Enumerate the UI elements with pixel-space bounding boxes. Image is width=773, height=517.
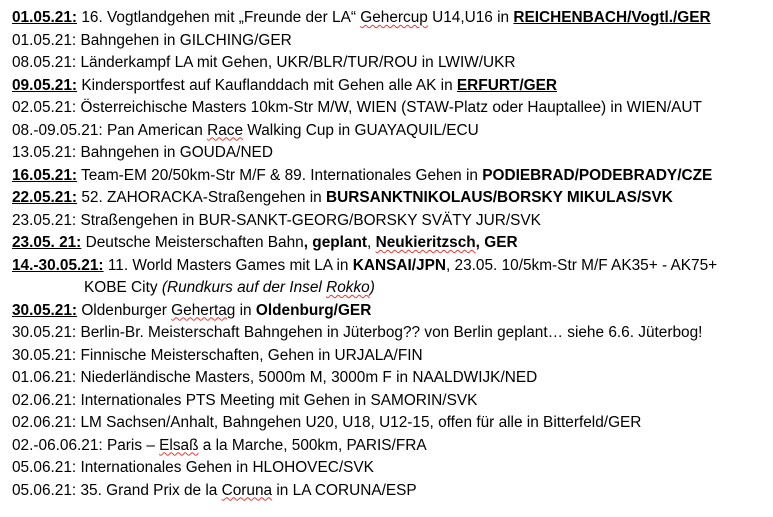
event-line xyxy=(12,457,773,480)
event-line xyxy=(12,480,773,503)
event-text: 08.05.21: Länderkampf LA mit Gehen, UKR/BLR/TUR/ROU in LWIW/UKR xyxy=(12,54,516,71)
event-line xyxy=(12,75,773,98)
spellcheck-flagged-word: Race xyxy=(207,121,244,139)
event-date: 22.05.21: xyxy=(12,189,78,206)
event-text: in xyxy=(235,301,256,319)
event-text: KOBE City xyxy=(84,279,162,296)
event-date: 01.05.21: xyxy=(12,9,78,26)
event-date: 14.-30.05.21: xyxy=(12,256,104,274)
event-line xyxy=(12,120,773,143)
event-line xyxy=(12,52,773,75)
event-note: ) xyxy=(369,279,375,296)
spellcheck-flagged-word: Gehercup xyxy=(360,9,428,26)
event-text: 30.05.21: Finnische Meisterschaften, Gehen in URJALA/FIN xyxy=(12,346,423,364)
event-text: a la Marche, 500km, PARIS/FRA xyxy=(198,436,427,454)
event-line xyxy=(12,210,773,233)
spellcheck-flagged-word: Neukieritzsch xyxy=(375,234,476,251)
event-text: 01.05.21: Bahngehen in GILCHING/GER xyxy=(12,31,292,49)
spellcheck-flagged-word: Rokko xyxy=(326,279,370,296)
event-text: 11. World Masters Games mit LA in xyxy=(103,256,353,274)
event-line xyxy=(12,255,773,278)
event-text: 08.-09.05.21: Pan American xyxy=(12,121,208,139)
event-date: 30.05.21: xyxy=(12,301,78,319)
event-location: REICHENBACH/Vogtl./GER xyxy=(513,9,711,26)
event-line xyxy=(12,142,773,165)
event-line xyxy=(12,232,773,255)
event-location: , geplant xyxy=(303,234,368,251)
event-text: , xyxy=(367,234,376,251)
event-location: BURSANKTNIKOLAUS/BORSKY MIKULAS/SVK xyxy=(325,189,673,206)
event-text: 16. Vogtlandgehen mit „Freunde der LA“ xyxy=(77,9,361,26)
event-line xyxy=(12,345,773,368)
event-text: Deutsche Meisterschaften Bahn xyxy=(81,234,304,251)
event-text: 05.06.21: 35. Grand Prix de la xyxy=(12,481,222,499)
event-date: 16.05.21: xyxy=(12,166,78,184)
event-location: PODIEBRAD/PODEBRADY/CZE xyxy=(482,166,713,184)
event-text: 02.-06.06.21: Paris – xyxy=(12,436,160,454)
event-text: Kindersportfest auf Kauflanddach mit Gehen alle AK in xyxy=(77,76,457,94)
event-text: 30.05.21: Berlin-Br. Meisterschaft Bahngehen in Jüterbog?? von Berlin geplant… siehe 6.6. Jüterbog! xyxy=(12,324,703,341)
event-text: U14,U16 in xyxy=(427,9,514,26)
spellcheck-flagged-word: Coruna xyxy=(221,481,273,499)
event-location: Oldenburg/GER xyxy=(255,301,372,319)
event-line xyxy=(12,97,773,120)
event-date: 23.05. 21: xyxy=(12,234,82,251)
event-text: in LA CORUNA/ESP xyxy=(272,481,417,499)
event-text: Team-EM 20/50km-Str M/F & 89. Internationales Gehen in xyxy=(77,166,483,184)
event-line xyxy=(12,7,773,30)
event-text: 01.06.21: Niederländische Masters, 5000m M, 3000m F in NAALDWIJK/NED xyxy=(12,369,538,386)
event-text: 52. ZAHORACKA-Straßengehen in xyxy=(77,189,326,206)
event-note: (Rundkurs auf der Insel xyxy=(161,279,327,296)
event-text: , 23.05. 10/5km-Str M/F AK35+ - AK75+ xyxy=(445,256,718,274)
event-line xyxy=(12,322,773,345)
event-line xyxy=(12,412,773,435)
event-date: 09.05.21: xyxy=(12,76,78,94)
event-text: Walking Cup in GUAYAQUIL/ECU xyxy=(243,121,479,139)
event-line-continuation xyxy=(12,277,773,300)
event-line xyxy=(12,165,773,188)
spellcheck-flagged-word: Gehertag xyxy=(171,301,236,319)
event-location: ERFURT/GER xyxy=(456,76,557,94)
event-text: 23.05.21: Straßengehen in BUR-SANKT-GEORG/BORSKY SVÄTY JUR/SVK xyxy=(12,211,541,229)
event-text: 02.06.21: LM Sachsen/Anhalt, Bahngehen U20, U18, U12-15, offen für alle in Bitterfeld/GER xyxy=(12,414,642,431)
event-text: 02.05.21: Österreichische Masters 10km-Str M/W, WIEN (STAW-Platz oder Hauptallee) in WIEN/AUT xyxy=(12,99,702,116)
event-line xyxy=(12,435,773,458)
event-text: 13.05.21: Bahngehen in GOUDA/NED xyxy=(12,144,273,161)
event-line xyxy=(12,390,773,413)
event-location: KANSAI/JPN xyxy=(352,256,446,274)
event-line xyxy=(12,367,773,390)
spellcheck-flagged-word: Elsaß xyxy=(159,436,199,454)
event-line xyxy=(12,187,773,210)
event-location: , GER xyxy=(475,234,518,251)
event-text: 05.06.21: Internationales Gehen in HLOHOVEC/SVK xyxy=(12,459,374,476)
event-line xyxy=(12,300,773,323)
event-text: Oldenburger xyxy=(77,301,172,319)
event-line xyxy=(12,30,773,53)
event-text: 02.06.21: Internationales PTS Meeting mit Gehen in SAMORIN/SVK xyxy=(12,391,478,409)
